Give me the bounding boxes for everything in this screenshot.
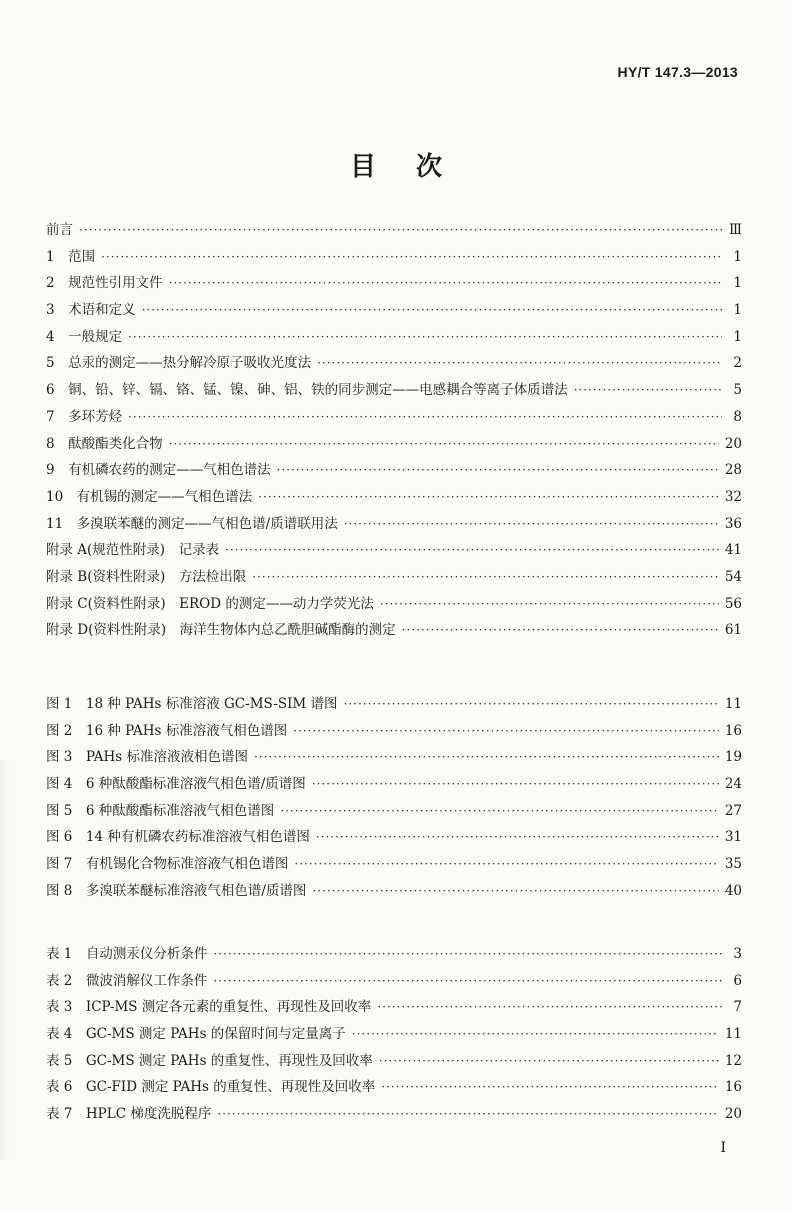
toc-entry[interactable] (46, 538, 742, 565)
toc-entry-page: 8 (733, 408, 742, 425)
toc-entry-page: 24 (724, 776, 742, 793)
dot-leader (317, 356, 722, 370)
toc-entry[interactable] (46, 432, 742, 459)
toc-entry-label: 附录 D(资料性附录) 海洋生物体内总乙酰胆碱酯酶的测定 (46, 622, 396, 639)
toc-entry[interactable] (46, 592, 742, 619)
dot-leader (252, 570, 719, 584)
toc-entry[interactable] (46, 692, 742, 719)
toc-entry-page: 20 (724, 1106, 742, 1123)
toc-entry-label: 附录 A(规范性附录) 记录表 (46, 542, 220, 559)
toc-entry-label: 4 一般规定 (46, 328, 123, 345)
toc-entry-label: 附录 B(资料性附录) 方法检出限 (46, 568, 247, 585)
toc-entry[interactable] (46, 1049, 742, 1076)
dot-leader (574, 383, 722, 397)
toc-entry[interactable] (46, 1075, 742, 1102)
dot-leader (142, 303, 722, 317)
toc-entry-label: 图 7 有机锡化合物标准溶液气相色谱图 (46, 856, 289, 873)
toc-entry-label: 图 5 6 种酞酸酯标准溶液气相色谱图 (46, 802, 275, 819)
scan-shadow (0, 760, 10, 1160)
toc-entry-label: 图 2 16 种 PAHs 标准溶液气相色谱图 (46, 722, 288, 739)
toc-entry[interactable] (46, 298, 742, 325)
dot-leader (254, 750, 719, 764)
dot-leader (344, 697, 719, 711)
toc-entry-page: 16 (724, 722, 742, 739)
dot-leader (169, 437, 719, 451)
dot-leader (217, 1107, 718, 1121)
toc-entry[interactable] (46, 565, 742, 592)
dot-leader (379, 1054, 719, 1068)
toc-entry-page: 1 (733, 248, 742, 265)
toc-entry[interactable] (46, 745, 742, 772)
toc-entry[interactable] (46, 351, 742, 378)
toc-entry-page: 11 (724, 1026, 742, 1043)
toc-entry-page: 2 (733, 355, 742, 372)
toc-entry[interactable] (46, 1102, 742, 1129)
toc-entry-label: 表 1 自动测汞仪分析条件 (46, 946, 208, 962)
dot-leader (294, 857, 718, 871)
dot-leader (293, 724, 719, 738)
toc-entry-page: 61 (724, 622, 742, 639)
toc-entry[interactable] (46, 325, 742, 352)
toc-entry-page: 41 (724, 542, 742, 559)
toc-entry-page: 35 (724, 856, 742, 873)
toc-entry-page: 36 (724, 515, 742, 532)
toc-entry-label: 6 铜、铅、锌、镉、铬、锰、镍、砷、铝、铁的同步测定——电感耦合等离子体质谱法 (46, 382, 568, 399)
dot-leader (312, 777, 719, 791)
toc-entry[interactable] (46, 271, 742, 298)
dot-leader (380, 597, 719, 611)
toc-entry-label: 11 多溴联苯醚的测定——气相色谱/质谱联用法 (46, 515, 338, 532)
dot-leader (377, 1000, 722, 1014)
toc-entry-label: 10 有机锡的测定——气相色谱法 (46, 488, 253, 505)
page-number: I (720, 1140, 726, 1156)
toc-entry-page: 1 (733, 328, 742, 345)
toc-entry-label: 表 3 ICP-MS 测定各元素的重复性、再现性及回收率 (46, 999, 372, 1016)
dot-leader (280, 804, 719, 818)
dot-leader (169, 276, 722, 290)
toc-entry-label: 7 多环芳烃 (46, 408, 123, 425)
toc-entry[interactable] (46, 618, 742, 645)
toc-entry-page: 20 (724, 435, 742, 452)
toc-entry-label: 图 3 PAHs 标准溶液液相色谱图 (46, 749, 248, 766)
toc-entry[interactable] (46, 969, 742, 996)
toc-entry[interactable] (46, 245, 742, 272)
toc-entry-label: 表 6 GC-FID 测定 PAHs 的重复性、再现性及回收率 (46, 1079, 376, 1096)
dot-leader (344, 517, 719, 531)
dot-leader (79, 223, 722, 237)
toc-entry-page: 6 (733, 972, 742, 989)
toc-entry-label: 表 4 GC-MS 测定 PAHs 的保留时间与定量离子 (46, 1026, 346, 1043)
toc-entry-label: 5 总汞的测定——热分解冷原子吸收光度法 (46, 355, 312, 372)
toc-entry-label: 表 2 微波消解仪工作条件 (46, 972, 208, 989)
toc-entry-label: 图 8 多溴联苯醚标准溶液气相色谱/质谱图 (46, 882, 307, 899)
toc-entry[interactable] (46, 772, 742, 799)
toc-entry-label: 9 有机磷农药的测定——气相色谱法 (46, 462, 271, 479)
toc-entry-label: 8 酞酸酯类化合物 (46, 435, 163, 452)
toc-entry[interactable] (46, 1022, 742, 1049)
toc-entry-label: 3 术语和定义 (46, 302, 136, 319)
toc-entry[interactable] (46, 512, 742, 539)
dot-leader (258, 490, 719, 504)
toc-entry-label: 附录 C(资料性附录) EROD 的测定——动力学荧光法 (46, 595, 374, 612)
toc-entry[interactable] (46, 942, 742, 969)
toc-entry-page: 11 (724, 696, 742, 712)
dot-leader (312, 884, 718, 898)
toc-tables-list (46, 942, 742, 1129)
toc-entry-page: 3 (733, 946, 742, 962)
toc-entry-page: 1 (733, 302, 742, 319)
toc-entry-page: 5 (733, 382, 742, 399)
toc-entry-page: 12 (724, 1052, 742, 1069)
toc-entry-label: 2 规范性引用文件 (46, 275, 163, 292)
toc-entry-page: 56 (724, 595, 742, 612)
toc-entry-page: 19 (724, 749, 742, 766)
toc-main-list (46, 218, 742, 645)
toc-entry-page: Ⅲ (728, 222, 742, 238)
dot-leader (316, 830, 719, 844)
toc-entry-label: 表 7 HPLC 梯度洗脱程序 (46, 1106, 212, 1123)
toc-entry[interactable] (46, 719, 742, 746)
toc-entry[interactable] (46, 995, 742, 1022)
toc-entry-label: 前言 (46, 222, 73, 238)
toc-figures-list (46, 692, 742, 906)
dot-leader (277, 463, 719, 477)
toc-entry-page: 40 (724, 882, 742, 899)
toc-entry[interactable] (46, 378, 742, 405)
dot-leader (402, 623, 719, 637)
dot-leader (352, 1027, 719, 1041)
toc-entry-label: 表 5 GC-MS 测定 PAHs 的重复性、再现性及回收率 (46, 1052, 373, 1069)
toc-entry[interactable] (46, 218, 742, 245)
toc-entry-page: 16 (724, 1079, 742, 1096)
toc-entry-label: 图 4 6 种酞酸酯标准溶液气相色谱/质谱图 (46, 776, 306, 793)
toc-entry-page: 32 (724, 488, 742, 505)
dot-leader (225, 543, 719, 557)
toc-entry-page: 27 (724, 802, 742, 819)
toc-entry[interactable] (46, 825, 742, 852)
dot-leader (213, 974, 722, 988)
dot-leader (128, 410, 722, 424)
toc-entry-page: 1 (733, 275, 742, 292)
toc-entry[interactable] (46, 405, 742, 432)
toc-entry-label: 图 6 14 种有机磷农药标准溶液气相色谱图 (46, 829, 310, 846)
page-title: 目次 (349, 152, 482, 182)
toc-entry[interactable] (46, 799, 742, 826)
toc-entry[interactable] (46, 852, 742, 879)
dot-leader (381, 1080, 719, 1094)
dot-leader (101, 250, 722, 264)
toc-entry-label: 图 1 18 种 PAHs 标准溶液 GC-MS-SIM 谱图 (46, 696, 338, 712)
document-code: HY/T 147.3—2013 (617, 64, 738, 80)
toc-entry[interactable] (46, 879, 742, 906)
toc-entry-label: 1 范围 (46, 248, 96, 265)
toc-entry-page: 31 (724, 829, 742, 846)
toc-entry-page: 7 (733, 999, 742, 1016)
toc-entry-page: 28 (724, 462, 742, 479)
toc-entry-page: 54 (724, 568, 742, 585)
dot-leader (213, 947, 722, 961)
dot-leader (128, 330, 722, 344)
toc-entry[interactable] (46, 458, 742, 485)
toc-entry[interactable] (46, 485, 742, 512)
